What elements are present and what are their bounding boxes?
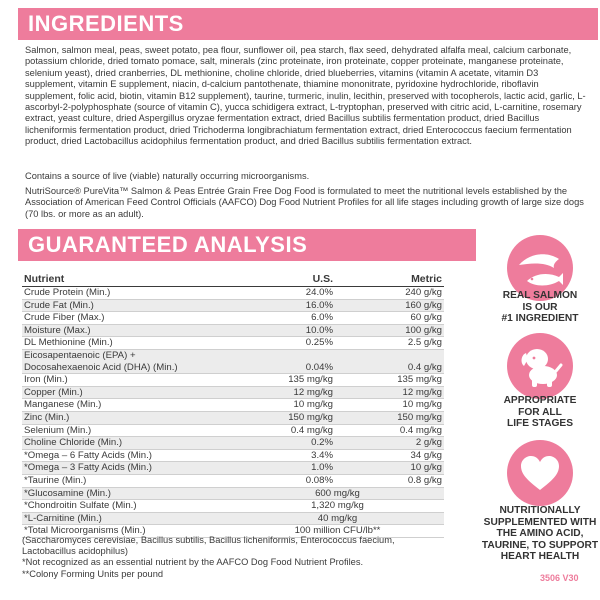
table-row (22, 487, 444, 500)
badge-line: TAURINE, TO SUPPORT (481, 539, 599, 551)
us-value: 0.4 mg/kg (231, 424, 335, 437)
metric-column-header: Metric (335, 272, 444, 287)
table-row (22, 349, 444, 373)
nutrient-name: Selenium (Min.) (22, 424, 231, 437)
ingredients-list: Salmon, salmon meal, peas, sweet potato, pea flour, sunflower oil, pea starch, flax seed, dehydrated alfalfa meal, calcium carbonate, potassium chloride, dried tomato pomace, salt, minerals (zinc proteinate, iron proteinate, copper proteinate, manganese proteinate, selenium yeast), dried cranberries, DL methionine, choline chloride, dried blueberries, vitamins (vitamin A acetate, vitamin D3 supplement, vitamin E supplement, niacin, d-calcium pantothenate, thiamine mononitrate, pyridoxine hydrochloride, riboflavin supplement, folic acid, biotin, vitamin B12 supplement), taurine, turmeric, inulin, lecithin, preserved with tocopherols, lactic acid, garlic, L-ascorbyl-2-polyphosphate (source of vitamin C), yucca schidigera extract, L-tryptophan, preserved with citric acid, L-carnitine, rosemary extract, yeast culture, dried Aspergillus oryzae fermentation extract, dried Bacillus subtilis fermentation product, dried Bacillus licheniformis fermentation product, dried Trichoderma longibrachiatum fermentation extract, dried Enterococcus faecium fermentation product, dried Lactobacillus acidophilus fermentation product, and dried Bacillus subtilis fermentation extract. (25, 45, 586, 147)
table-row (22, 287, 444, 300)
metric-value: 160 g/kg (335, 299, 444, 312)
combined-value: 1,320 mg/kg (231, 500, 444, 513)
taurine-badge-text (462, 505, 600, 563)
nutrient-name: Manganese (Min.) (22, 399, 231, 412)
life-stages-badge-text (462, 395, 600, 430)
table-row (22, 299, 444, 312)
us-value: 6.0% (231, 312, 335, 325)
us-value: 0.04% (231, 349, 335, 373)
table-row (22, 424, 444, 437)
nutrient-name: Moisture (Max.) (22, 324, 231, 337)
ingredients-heading: INGREDIENTS (18, 8, 598, 40)
heart-badge (507, 440, 573, 506)
us-value: 24.0% (231, 287, 335, 300)
table-row (22, 312, 444, 325)
us-value: 150 mg/kg (231, 411, 335, 424)
us-value: 0.2% (231, 437, 335, 450)
table-row (22, 386, 444, 399)
metric-value: 0.4 mg/kg (335, 424, 444, 437)
metric-value: 240 g/kg (335, 287, 444, 300)
metric-value: 0.8 g/kg (335, 474, 444, 487)
aafco-statement: NutriSource® PureVita™ Salmon & Peas Entrée Grain Free Dog Food is formulated to meet the nutritional levels established by the Association of American Feed Control Officials (AAFCO) Dog Food Nutrient Profiles for all life stages including growth of large size dogs (70 lbs. or more as an adult). (25, 186, 584, 219)
metric-value: 10 mg/kg (335, 399, 444, 412)
metric-value: 10 g/kg (335, 462, 444, 475)
combined-value: 100 million CFU/lb** (231, 525, 444, 538)
badge-line: #1 INGREDIENT (501, 313, 579, 324)
us-value: 12 mg/kg (231, 386, 335, 399)
puppy-badge (507, 333, 573, 399)
table-row (22, 399, 444, 412)
table-row (22, 462, 444, 475)
nutrient-name: *Omega – 6 Fatty Acids (Min.) (22, 449, 231, 462)
nutrient-name: *Taurine (Min.) (22, 474, 231, 487)
nutrient-name: Iron (Min.) (22, 374, 231, 387)
analysis-footnotes (22, 535, 462, 580)
badge-line: IS OUR (522, 301, 558, 313)
table-row (22, 500, 444, 513)
metric-value: 60 g/kg (335, 312, 444, 325)
metric-value: 34 g/kg (335, 449, 444, 462)
product-code: 3506 V30 (540, 573, 579, 583)
us-value: 3.4% (231, 449, 335, 462)
heart-icon (507, 440, 573, 506)
nutrient-name: Crude Fat (Min.) (22, 299, 231, 312)
badge-line: HEART HEALTH (500, 551, 580, 562)
nutrient-name: Zinc (Min.) (22, 411, 231, 424)
guaranteed-analysis-table (22, 272, 444, 538)
nutrient-name-line: Docosahexaenoic Acid (DHA) (Min.) (24, 361, 178, 373)
nutrient-name: *Omega – 3 Fatty Acids (Min.) (22, 462, 231, 475)
us-value: 135 mg/kg (231, 374, 335, 387)
footnote-line: *Not recognized as an essential nutrient by the AAFCO Dog Food Nutrient Profiles. (22, 557, 364, 568)
nutrient-name: Copper (Min.) (22, 386, 231, 399)
us-value: 0.08% (231, 474, 335, 487)
badge-line: REAL SALMON (502, 290, 578, 301)
us-value: 10.0% (231, 324, 335, 337)
nutrient-name (22, 349, 231, 373)
table-row (22, 324, 444, 337)
combined-value: 600 mg/kg (231, 487, 444, 500)
nutrient-name: *Chondroitin Sulfate (Min.) (22, 500, 231, 513)
metric-value: 100 g/kg (335, 324, 444, 337)
badge-line: FOR ALL (518, 406, 562, 418)
nutrient-name: Crude Fiber (Max.) (22, 312, 231, 325)
footnote-line: Lactobacillus acidophilus) (22, 546, 128, 557)
badge-line: LIFE STAGES (506, 418, 574, 429)
live-microorganisms-note: Contains a source of live (viable) naturally occurring microorganisms. (25, 171, 310, 181)
footnote-line: **Colony Forming Units per pound (22, 568, 164, 579)
metric-value: 150 mg/kg (335, 411, 444, 424)
combined-value: 40 mg/kg (231, 512, 444, 525)
us-value: 10 mg/kg (231, 399, 335, 412)
metric-value: 0.4 g/kg (335, 349, 444, 373)
guaranteed-analysis-heading: GUARANTEED ANALYSIS (18, 229, 476, 261)
nutrient-column-header: Nutrient (22, 272, 231, 287)
table-row (22, 337, 444, 350)
badge-line: THE AMINO ACID, (496, 528, 584, 539)
metric-value: 12 mg/kg (335, 386, 444, 399)
table-row (22, 437, 444, 450)
footnote-line: (Saccharomyces cerevisiae, Bacillus subtilis, Bacillus licheniformis, Enterococcus faecium, (22, 535, 395, 545)
table-row (22, 374, 444, 387)
salmon-badge-text (462, 290, 600, 325)
nutrient-name-line: Eicosapentaenoic (EPA) + (24, 349, 136, 361)
badge-line: SUPPLEMENTED WITH (483, 516, 597, 528)
nutrient-name: *Total Microorganisms (Min.) (22, 525, 231, 538)
us-value: 1.0% (231, 462, 335, 475)
us-value: 16.0% (231, 299, 335, 312)
table-row (22, 411, 444, 424)
puppy-icon (507, 333, 573, 399)
nutrient-name: Crude Protein (Min.) (22, 287, 231, 300)
badge-line: APPROPRIATE (503, 395, 577, 406)
badge-line: NUTRITIONALLY (499, 505, 581, 516)
us-column-header: U.S. (231, 272, 335, 287)
metric-value: 135 mg/kg (335, 374, 444, 387)
metric-value: 2 g/kg (335, 437, 444, 450)
nutrient-name: Choline Chloride (Min.) (22, 437, 231, 450)
nutrient-name: DL Methionine (Min.) (22, 337, 231, 350)
table-row (22, 474, 444, 487)
table-header-row (22, 272, 444, 287)
table-row (22, 512, 444, 525)
table-row (22, 449, 444, 462)
nutrient-name: *L-Carnitine (Min.) (22, 512, 231, 525)
nutrient-name: *Glucosamine (Min.) (22, 487, 231, 500)
us-value: 0.25% (231, 337, 335, 350)
metric-value: 2.5 g/kg (335, 337, 444, 350)
